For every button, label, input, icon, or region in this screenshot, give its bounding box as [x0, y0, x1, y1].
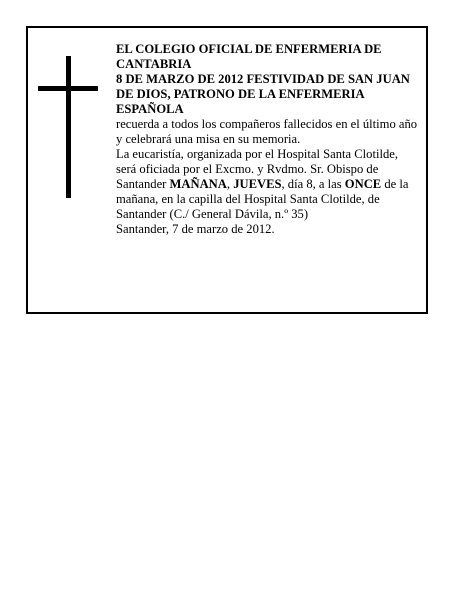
notice-signoff: Santander, 7 de marzo de 2012.	[116, 222, 275, 236]
notice-heading-organization: EL COLEGIO OFICIAL DE ENFERMERIA DE CANTABRIA	[116, 42, 382, 71]
notice-paragraph-mass-details	[116, 147, 420, 222]
mass-details-start: La eucaristía, organizada por el Hospital Santa Clotilde, será oficiada por el Excmo. y Rvdmo. Sr. Obispo de Santander	[116, 147, 398, 191]
notice-text	[116, 42, 420, 237]
obituary-notice	[26, 26, 428, 314]
cross-icon	[38, 56, 98, 198]
mass-details-mid: , día 8, a las	[281, 177, 345, 191]
cross-vertical-bar	[66, 56, 71, 198]
mass-details-comma: ,	[226, 177, 234, 191]
mass-weekday-emphasis: JUEVES	[233, 177, 282, 191]
cross-horizontal-bar	[38, 86, 98, 91]
notice-heading-event: 8 DE MARZO DE 2012 FESTIVIDAD DE SAN JUAN DE DIOS, PATRONO DE LA ENFERMERIA ESPAÑOLA	[116, 72, 410, 116]
mass-hour-emphasis: ONCE	[344, 177, 382, 191]
mass-details-end: de la mañana, en la capilla del Hospital Santa Clotilde, de Santander (C./ General Dávila, n.º 35)	[116, 177, 409, 221]
notice-paragraph-memorial: recuerda a todos los compañeros fallecidos en el último año y celebrará una misa en su memoria.	[116, 117, 418, 146]
mass-day-emphasis: MAÑANA	[169, 177, 227, 191]
